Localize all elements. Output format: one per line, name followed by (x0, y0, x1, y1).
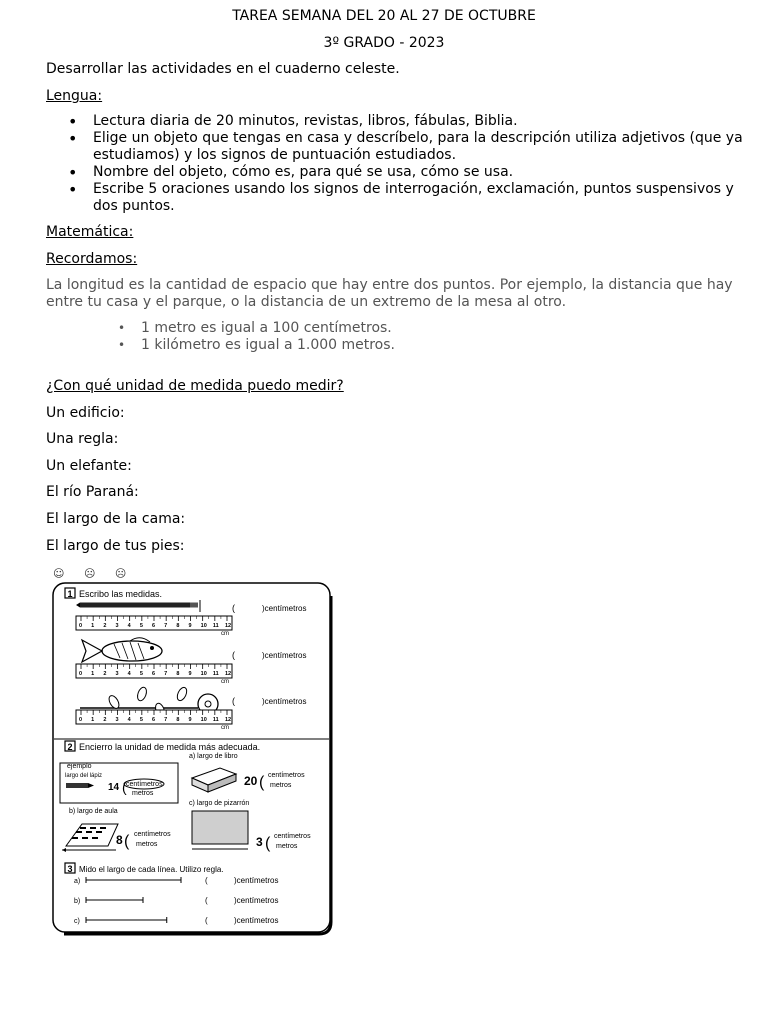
list-item: • Lectura diaria de 20 minutos, revistas, libros, fábulas, Biblia. (46, 113, 758, 130)
ex1-title: Escribo las medidas. (79, 589, 163, 599)
cm-label: )centímetros (234, 916, 279, 925)
list-item: • Escribe 5 oraciones usando los signos de interrogación, exclamación, puntos suspensivos y dos puntos. (46, 181, 758, 215)
unit-option: metros (276, 843, 298, 850)
ruler-number: 5 (139, 623, 143, 629)
answer-line: Un edificio: (46, 405, 125, 421)
paren-open: ( (205, 916, 208, 925)
ruler-number: 1 (91, 717, 95, 723)
ruler-unit: cm (221, 725, 229, 731)
lengua-list (46, 113, 758, 215)
ex2-title: Encierro la unidad de medida más adecuada. (79, 742, 261, 752)
ex1-number: 1 (67, 589, 73, 599)
ruler-number: 11 (212, 671, 219, 677)
facts-list (46, 320, 395, 354)
paren-open: ( (259, 774, 265, 791)
ruler-number: 6 (152, 623, 156, 629)
list-item: • 1 metro es igual a 100 centímetros. (46, 320, 395, 337)
ruler-number: 9 (188, 671, 192, 677)
ejemplo-item: largo del lápiz (65, 773, 103, 779)
item-a-value: 20 (244, 774, 258, 788)
ruler-number: 11 (212, 623, 219, 629)
paren-open: ( (205, 896, 208, 905)
ruler-number: 4 (127, 717, 131, 723)
ruler-number: 9 (188, 623, 192, 629)
answer-line: El río Paraná: (46, 484, 139, 500)
doc-title: TAREA SEMANA DEL 20 AL 27 DE OCTUBRE (232, 8, 536, 24)
cm-label: )centímetros (234, 876, 279, 885)
ruler-number: 5 (139, 717, 143, 723)
line-letter: c) (74, 918, 80, 925)
ex3-number: 3 (67, 864, 73, 874)
ruler-unit: cm (221, 679, 229, 685)
paren-open: ( (232, 603, 235, 613)
ruler-number: 2 (103, 717, 107, 723)
ruler-number: 4 (127, 671, 131, 677)
unit-option: metros (270, 782, 292, 789)
paren-open: ( (124, 833, 130, 850)
ruler-number: 7 (164, 671, 168, 677)
ejemplo-value: 14 (108, 782, 120, 793)
longitud-paragraph: La longitud es la cantidad de espacio que hay entre dos puntos. Por ejemplo, la distancia que hay entre tu casa y el parque, o la distancia de un extremo de la mesa al otro. (46, 277, 733, 310)
unit-option: centímetros (274, 833, 311, 840)
unit-option: metros (136, 841, 158, 848)
line-letter: b) (74, 898, 81, 905)
ruler-number: 3 (115, 623, 119, 629)
cm-label: )centímetros (262, 604, 307, 613)
ejemplo-label: ejemplo (67, 763, 92, 770)
unit-option: centímetros (134, 831, 171, 838)
ruler-number: 2 (103, 623, 107, 629)
ruler-number: 10 (200, 671, 207, 677)
ruler-number: 11 (212, 717, 219, 723)
ruler-number: 8 (176, 623, 180, 629)
ruler-number: 7 (164, 717, 168, 723)
ruler-number: 0 (79, 717, 83, 723)
cm-label: )centímetros (262, 651, 307, 660)
unit-option: centímetros (268, 772, 305, 779)
ruler-number: 8 (176, 717, 180, 723)
paren-open: ( (232, 650, 235, 660)
ruler-number: 3 (115, 717, 119, 723)
answer-line: Un elefante: (46, 458, 132, 474)
list-item: • 1 kilómetro es igual a 1.000 metros. (46, 337, 395, 354)
ruler-number: 0 (79, 671, 83, 677)
item-a-label: a) largo de libro (189, 753, 238, 760)
ex2-number: 2 (67, 742, 73, 752)
doc-grade: 3º GRADO - 2023 (323, 35, 445, 51)
paren-open: ( (265, 835, 271, 852)
answer-line: El largo de tus pies: (46, 538, 185, 554)
lengua-heading: Lengua: (46, 88, 103, 104)
answer-line: El largo de la cama: (46, 511, 186, 527)
answer-line: Una regla: (46, 431, 119, 447)
item-b-value: 8 (116, 833, 123, 847)
item-c-label: c) largo de pizarrón (189, 800, 250, 807)
ruler-number: 7 (164, 623, 168, 629)
ruler-number: 12 (225, 717, 232, 723)
ex3-title: Mido el largo de cada línea. Utilizo regla. (79, 865, 224, 874)
ruler-number: 6 (152, 671, 156, 677)
ruler-number: 2 (103, 671, 107, 677)
ruler-number: 10 (200, 623, 207, 629)
recordamos-heading: Recordamos: (46, 251, 138, 267)
ruler-number: 12 (225, 623, 232, 629)
intro-text: Desarrollar las actividades en el cuaderno celeste. (46, 61, 400, 77)
unit-option: centímetros (126, 781, 163, 788)
matematica-heading: Matemática: (46, 224, 134, 240)
ruler-number: 12 (225, 671, 232, 677)
chalkboard-icon (192, 811, 248, 844)
question-heading: ¿Con qué unidad de medida puedo medir? (46, 378, 344, 394)
list-item: • Elige un objeto que tengas en casa y descríbelo, para la descripción utiliza adjetivos (que ya estudiamos) y los signos de puntuación estudiados. (46, 130, 758, 164)
cm-label: )centímetros (234, 896, 279, 905)
ruler-number: 5 (139, 671, 143, 677)
worksheet-image (52, 582, 334, 936)
paren-open: ( (122, 779, 127, 795)
paren-open: ( (232, 696, 235, 706)
line-letter: a) (74, 878, 81, 885)
item-c-value: 3 (256, 835, 263, 849)
ruler-number: 8 (176, 671, 180, 677)
ruler-number: 3 (115, 671, 119, 677)
ruler-number: 1 (91, 671, 95, 677)
ruler-number: 10 (200, 717, 207, 723)
item-b-label: b) largo de aula (69, 808, 118, 815)
ruler-number: 4 (127, 623, 131, 629)
face-icons: ☺ ☹ ☹ (53, 567, 135, 580)
ruler-number: 0 (79, 623, 83, 629)
cm-label: )centímetros (262, 697, 307, 706)
paren-open: ( (205, 876, 208, 885)
ruler-number: 6 (152, 717, 156, 723)
list-item: • Nombre del objeto, cómo es, para qué se usa, cómo se usa. (46, 164, 758, 181)
unit-option: metros (132, 790, 154, 797)
ruler-number: 1 (91, 623, 95, 629)
ruler-unit: cm (221, 631, 229, 637)
ruler-number: 9 (188, 717, 192, 723)
